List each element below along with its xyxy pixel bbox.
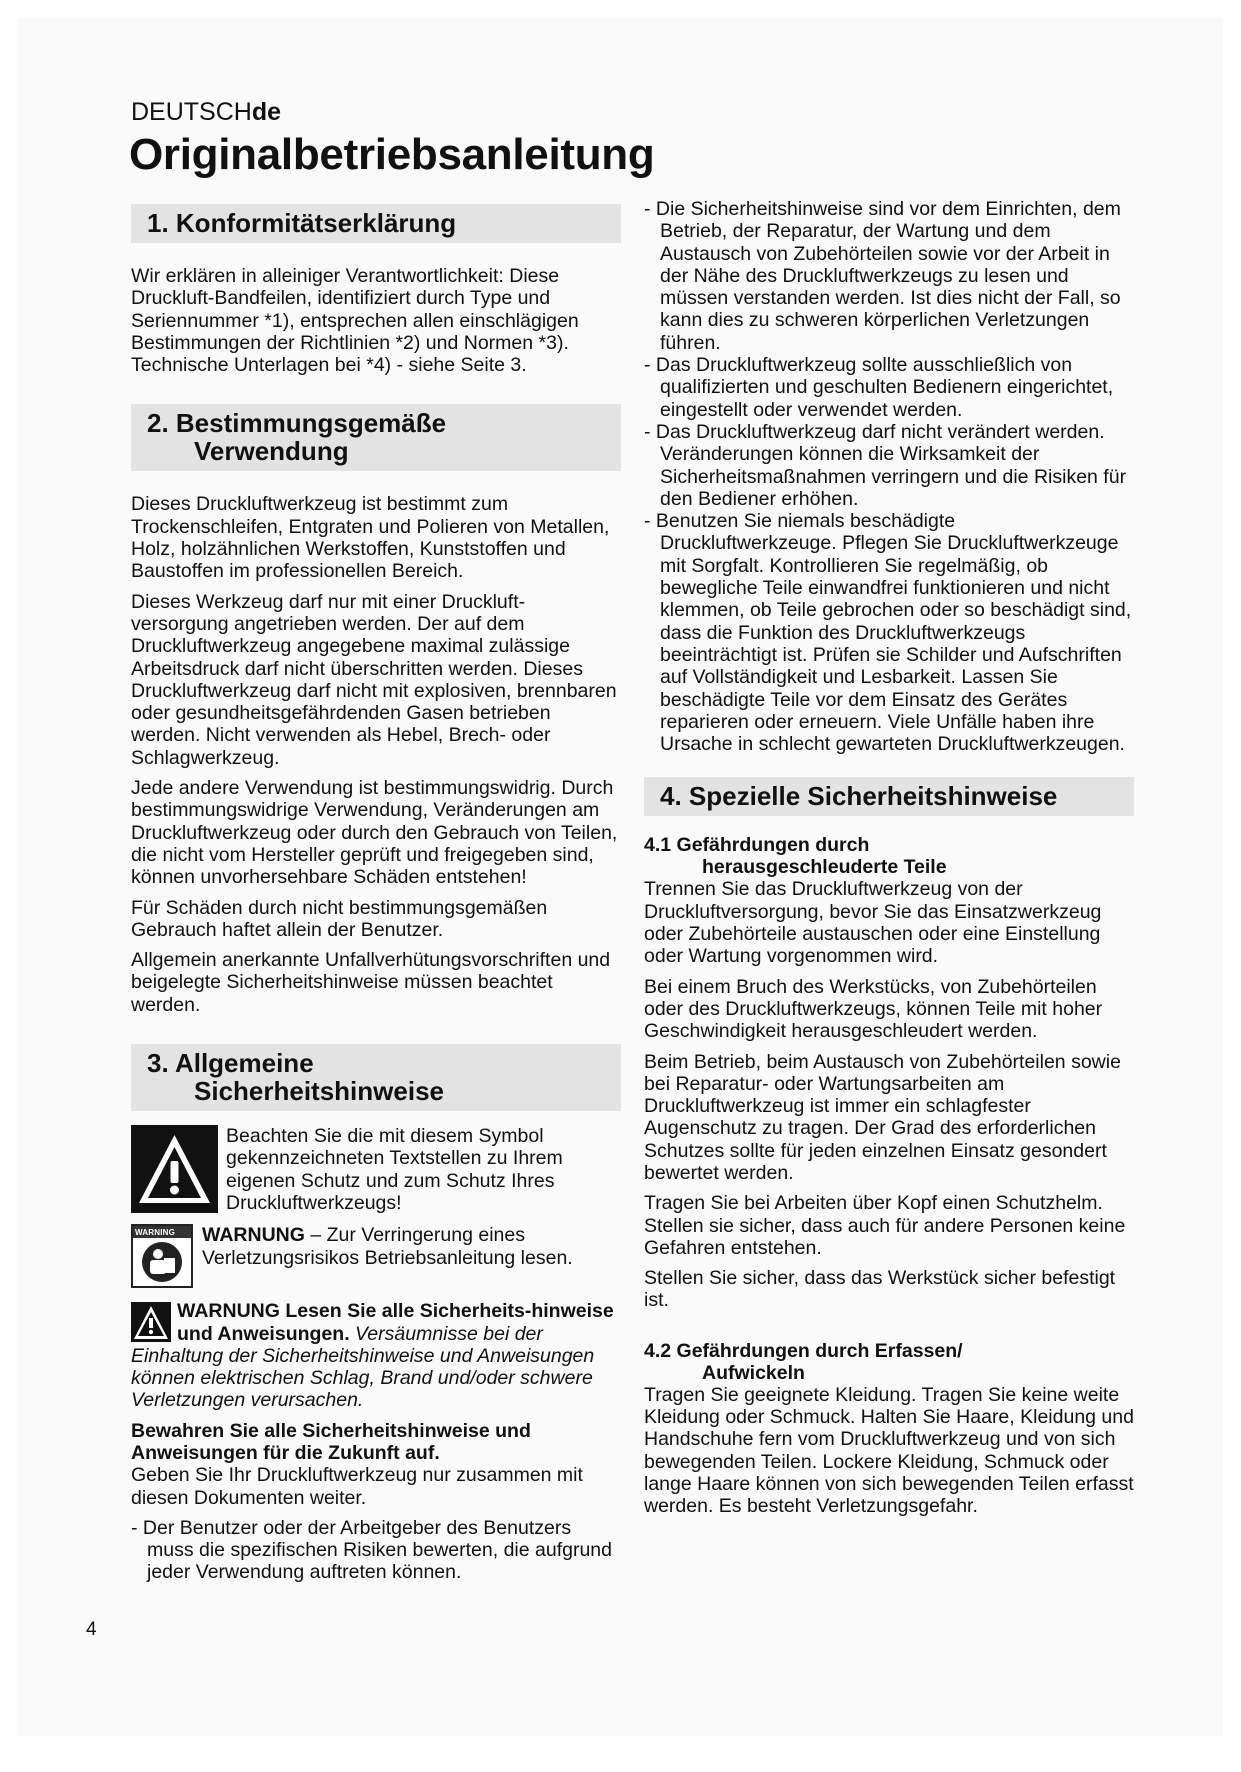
subsection-4-1-paragraph-3: Beim Betrieb, beim Austausch von Zubehörteilen sowie bei Reparatur- oder Wartungsarbeiten am Druckluftwerkzeug ist immer ein schlagfester Augenschutz zu tragen. Der Grad des erforderlichen Schutzes sollte für jeden einzelnen Einsatz gesondert bewertet werden. [644,1050,1121,1184]
general-warning [131,1300,621,1411]
warning-text: – Zur Verringerung eines Verletzungsrisikos Betriebsanleitung lesen. [202,1224,573,1269]
keep-instructions-bold: Bewahren Sie alle Sicherheitshinweise und Anweisungen für die Zukunft auf. [131,1419,531,1464]
subsection-4-1-paragraph-4: Tragen Sie bei Arbeiten über Kopf einen Schutzhelm. Stellen sie sicher, dass auch für andere Personen keine Gefahren entstehen. [644,1192,1126,1259]
language-label [131,98,281,127]
subsection-4-2-heading [644,1340,1134,1384]
document-page [18,18,1223,1736]
section-3-heading [131,1044,621,1111]
section-2-paragraph-2: Dieses Werkzeug darf nur mit einer Druckluft-versorgung angetrieben werden. Der auf dem Druckluftwerkzeug angegebene maximal zulässige Arbeitsdruck darf nicht überschritten werden. Dieses Druckluftwerkzeug darf nicht mit explosiven, brennbaren oder gesundheitsgefährdenden Gasen betrieben werden. Nicht verwenden als Hebel, Brech- oder Schlagwerkzeug. [131,590,617,769]
section-3-heading-line1: 3. Allgemeine [147,1048,314,1079]
read-manual-warning [131,1224,621,1288]
page-number: 4 [86,1619,97,1640]
language-code: de [251,98,282,126]
section-4-heading: 4. Spezielle Sicherheitshinweise [644,777,1134,816]
warning-triangle-small-icon [131,1302,171,1342]
left-column [131,204,621,1584]
symbol-note-text: Beachten Sie die mit diesem Symbol gekennzeichneten Textstellen zu Ihrem eigenen Schutz und zum Schutz Ihres Druckluftwerkzeugs! [226,1125,563,1214]
section-1-text: Wir erklären in alleiniger Verantwortlichkeit: Diese Druckluft-Bandfeilen, identifiziert durch Type und Seriennummer *1), entsprechen allen einschlägigen Bestimmungen der Richtlinien *2) und Normen *3). Technische Unterlagen bei *4) - siehe Seite 3. [131,265,579,377]
right-column [644,198,1134,1518]
symbol-note [131,1125,621,1214]
warning-triangle-icon [131,1125,218,1213]
section-2-heading-line1: 2. Bestimmungsgemäße [147,408,447,439]
section-2-paragraph-5: Allgemein anerkannte Unfallverhütungsvorschriften und beigelegte Sicherheitshinweise müssen beachtet werden. [131,949,611,1016]
safety-bullet-5: - Benutzen Sie niemals beschädigte Druckluftwerkzeuge. Pflegen Sie Druckluftwerkzeuge mit Sorgfalt. Kontrollieren Sie regelmäßig, ob bewegliche Teile einwandfrei funktionieren und nicht klemmen, ob Teile gebrochen oder so beschädigt sind, dass die Funktion des Druckluftwerkzeugs beeinträchtigt ist. Prüfen sie Schilder und Aufschriften auf Vollständigkeit und Lesbarkeit. Lassen Sie beschädigte Teile vor dem Einsatz des Gerätes reparieren oder erneuern. Viele Unfälle haben ihre Ursache in schlecht gewarteten Druckluftwerkzeugen. [644,510,1132,756]
section-2-paragraph-4: Für Schäden durch nicht bestimmungsgemäßen Gebrauch haftet allein der Benutzer. [131,896,548,941]
subsection-4-2-line2: Aufwickeln [702,1361,805,1384]
document-title: Originalbetriebsanleitung [129,130,655,179]
section-2-heading-line2: Verwendung [194,436,349,467]
subsection-4-1-heading [644,834,1134,878]
read-manual-icon [131,1224,193,1288]
subsection-4-1-paragraph-5: Stellen Sie sicher, dass das Werkstück sicher befestigt ist. [644,1267,1116,1312]
safety-bullet-3: - Das Druckluftwerkzeug sollte ausschließlich von qualifizierten und geschulten Bedienern eingerichtet, eingestellt oder verwendet werden. [644,354,1114,421]
section-1-heading: 1. Konformitätserklärung [131,204,621,243]
general-warning-italic: Versäumnisse bei der Einhaltung der Sicherheitshinweise und Anweisungen können elektrischen Schlag, Brand und/oder schwere Verletzungen verursachen. [131,1322,595,1412]
general-warning-text [131,1300,621,1411]
safety-bullet-2: - Die Sicherheitshinweise sind vor dem Einrichten, dem Betrieb, der Reparatur, der Wartung und dem Austausch von Zubehörteilen sowie vor der Arbeit in der Nähe des Druckluftwerkzeugs zu lesen und müssen verstanden werden. Ist dies nicht der Fall, so kann dies zu schweren körperlichen Verletzungen führen. [644,198,1121,354]
subsection-4-1-paragraph-2: Bei einem Bruch des Werkstücks, von Zubehörteilen oder des Druckluftwerkzeugs, können Teile mit hoher Geschwindigkeit herausgeschleudert werden. [644,975,1103,1043]
language-name: DEUTSCH [131,98,252,126]
keep-instructions-text: Geben Sie Ihr Druckluftwerkzeug nur zusammen mit diesen Dokumenten weiter. [131,1464,583,1509]
section-2-heading [131,404,621,471]
section-3-heading-line2: Sicherheitshinweise [194,1076,444,1107]
safety-bullet-1: - Der Benutzer oder der Arbeitgeber des Benutzers muss die spezifischen Risiken bewerten, die aufgrund jeder Verwendung auftreten können. [131,1516,613,1584]
section-2-paragraph-3: Jede andere Verwendung ist bestimmungswidrig. Durch bestimmungswidrige Verwendung, Veränderungen am Druckluftwerkzeug oder durch den Gebrauch von Teilen, die nicht vom Hersteller geprüft und freigegeben sind, können unvorhersehbare Schäden entstehen! [131,777,618,889]
subsection-4-1-line2: herausgeschleuderte Teile [702,856,947,879]
warning-label: WARNUNG [202,1224,305,1247]
subsection-4-1-line1: 4.1 Gefährdungen durch [644,834,870,857]
safety-bullet-4: - Das Druckluftwerkzeug darf nicht verändert werden. Veränderungen können die Wirksamkeit der Sicherheitsmaßnahmen verringern und die Risiken für den Bediener erhöhen. [644,420,1127,510]
read-manual-warning-text [202,1224,621,1269]
subsection-4-2-paragraph-1: Tragen Sie geeignete Kleidung. Tragen Sie keine weite Kleidung oder Schmuck. Halten Sie Haare, Kleidung und Handschuhe fern vom Druckluftwerkzeug und von sich bewegenden Teilen. Lockere Kleidung, Schmuck oder lange Haare können von sich bewegenden Teilen erfasst werden. Es besteht Verletzungsgefahr. [644,1383,1134,1518]
subsection-4-1-paragraph-1: Trennen Sie das Druckluftwerkzeug von der Druckluftversorgung, bevor Sie das Einsatzwerkzeug oder Zubehörteile austauschen oder eine Einstellung oder Wartung vorgenommen wird. [644,878,1102,968]
subsection-4-2-line1: 4.2 Gefährdungen durch Erfassen/ [644,1339,963,1362]
general-warning-bold: WARNUNG Lesen Sie alle Sicherheits-hinweise und Anweisungen. [177,1300,614,1345]
warning-badge: WARNING [135,1227,176,1237]
section-2-paragraph-1: Dieses Druckluftwerkzeug ist bestimmt zum Trockenschleifen, Entgraten und Polieren von Metallen, Holz, holzähnlichen Werkstoffen, Kunststoffen und Baustoffen im professionellen Bereich. [131,493,610,583]
